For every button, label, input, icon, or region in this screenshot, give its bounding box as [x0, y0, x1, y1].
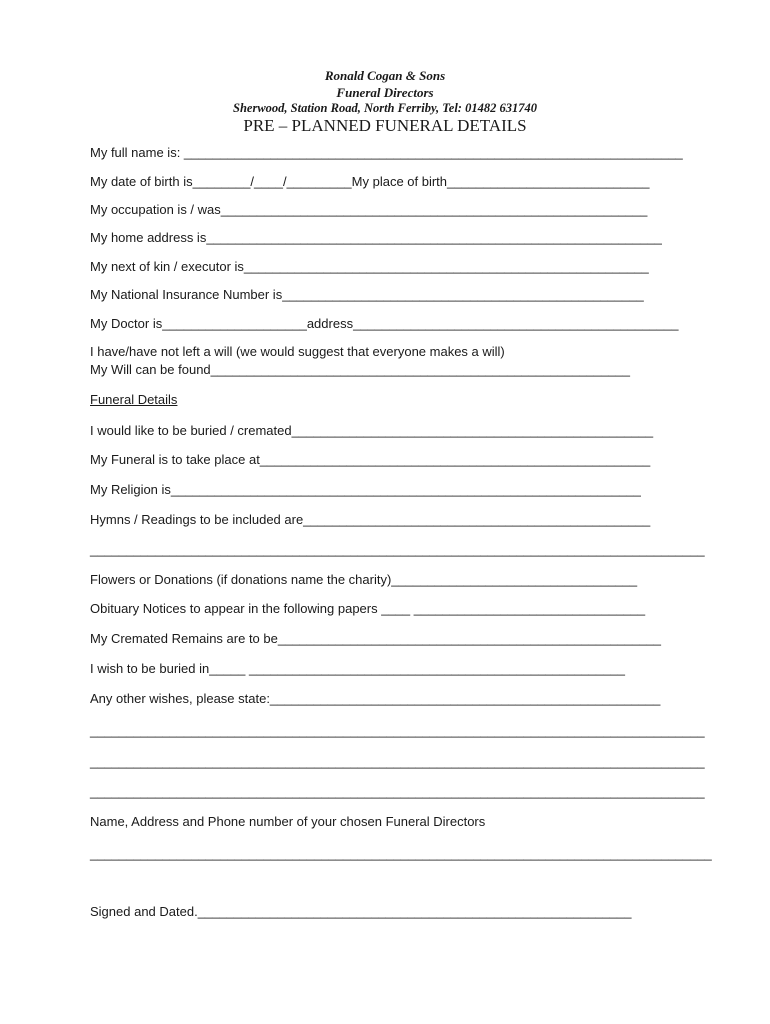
chosen-directors-label: Name, Address and Phone number of your chosen Funeral Directors	[90, 814, 486, 829]
signed-dated-field[interactable]: Signed and Dated.____________________________________________________________	[90, 904, 632, 919]
funeral-place-field[interactable]: My Funeral is to take place at______________________________________________________	[90, 452, 651, 467]
company-role: Funeral Directors	[336, 85, 434, 100]
company-address: Sherwood, Station Road, North Ferriby, Tel: 01482 631740	[233, 101, 537, 115]
page-title: PRE – PLANNED FUNERAL DETAILS	[243, 116, 527, 135]
occupation-field[interactable]: My occupation is / was___________________________________________________________	[90, 202, 648, 217]
dob-birthplace-field[interactable]: My date of birth is________/____/_________My place of birth____________________________	[90, 174, 650, 189]
flowers-field[interactable]: Flowers or Donations (if donations name the charity)__________________________________	[90, 572, 638, 587]
other-wishes-blank-line[interactable]: _____________________________________________________________________________________	[90, 784, 705, 799]
other-wishes-field[interactable]: Any other wishes, please state:______________________________________________________	[90, 691, 661, 706]
next-of-kin-field[interactable]: My next of kin / executor is________________________________________________________	[90, 259, 649, 274]
will-status-text: I have/have not left a will (we would suggest that everyone makes a will)	[90, 344, 505, 359]
chosen-directors-blank-line[interactable]: ______________________________________________________________________________________	[90, 846, 712, 861]
funeral-details-heading: Funeral Details	[90, 392, 178, 407]
other-wishes-blank-line[interactable]: _____________________________________________________________________________________	[90, 723, 705, 738]
company-name: Ronald Cogan & Sons	[324, 68, 446, 83]
will-location-field[interactable]: My Will can be found__________________________________________________________	[90, 362, 631, 377]
cremated-remains-field[interactable]: My Cremated Remains are to be_____________________________________________________	[90, 631, 662, 646]
hymns-blank-line[interactable]: _____________________________________________________________________________________	[90, 542, 705, 557]
home-address-field[interactable]: My home address is_______________________________________________________________	[90, 230, 662, 245]
doctor-field[interactable]: My Doctor is____________________address_____________________________________________	[90, 316, 679, 331]
religion-field[interactable]: My Religion is_________________________________________________________________	[90, 482, 641, 497]
obituary-field[interactable]: Obituary Notices to appear in the following papers ____ ________________________________	[90, 601, 646, 616]
ni-number-field[interactable]: My National Insurance Number is__________________________________________________	[90, 287, 644, 302]
buried-in-field[interactable]: I wish to be buried in_____ ____________________________________________________	[90, 661, 625, 676]
hymns-field[interactable]: Hymns / Readings to be included are________________________________________________	[90, 512, 651, 527]
buried-cremated-field[interactable]: I would like to be buried / cremated__________________________________________________	[90, 423, 654, 438]
full-name-field[interactable]: My full name is: _____________________________________________________________________	[90, 145, 683, 160]
other-wishes-blank-line[interactable]: _____________________________________________________________________________________	[90, 754, 705, 769]
